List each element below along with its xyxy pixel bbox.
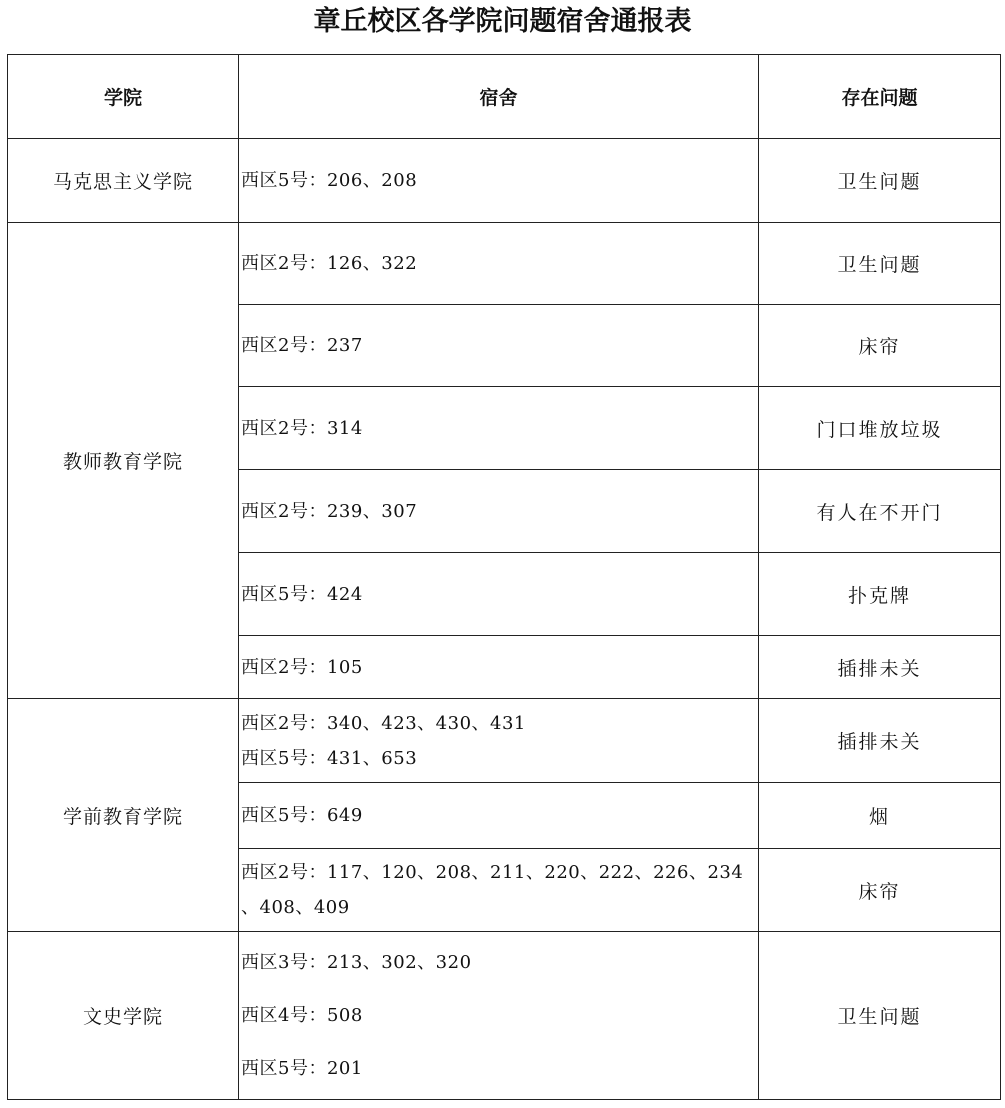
table-row	[8, 139, 1001, 223]
page-title: 章丘校区各学院问题宿舍通报表	[313, 6, 692, 37]
dorm-cell	[239, 387, 759, 470]
table-header-row	[8, 55, 1001, 139]
dorm-cell	[239, 932, 759, 1100]
dorm-cell	[239, 636, 759, 699]
table-row	[8, 699, 1001, 783]
issue-cell: 床帘	[759, 849, 1001, 932]
dorm-line: 西区5号：649	[241, 805, 363, 826]
dorm-line: 西区4号：508	[241, 1005, 363, 1026]
dorm-line: 西区2号：117、120、208、211、220、222、226、234	[241, 862, 744, 883]
dorm-cell	[239, 139, 759, 223]
issue-cell: 卫生问题	[759, 139, 1001, 223]
college-cell: 学前教育学院	[8, 699, 239, 932]
dorm-cell	[239, 553, 759, 636]
dorm-cell	[239, 783, 759, 849]
dorm-line: 西区5号：431、653	[241, 747, 418, 769]
dorm-line: 西区2号：105	[241, 656, 363, 678]
issue-cell: 门口堆放垃圾	[759, 387, 1001, 470]
dorm-cell	[239, 699, 759, 783]
college-cell: 文史学院	[8, 932, 239, 1100]
issue-cell: 扑克牌	[759, 553, 1001, 636]
dorm-cell	[239, 223, 759, 305]
dorm-line: 西区2号：314	[241, 417, 363, 439]
dorm-line: 西区5号：206、208	[241, 170, 418, 191]
issue-cell: 插排未关	[759, 699, 1001, 783]
issue-cell: 有人在不开门	[759, 470, 1001, 553]
issue-cell: 床帘	[759, 305, 1001, 387]
dorm-line: 西区2号：126、322	[241, 253, 418, 274]
dorm-cell	[239, 849, 759, 932]
dorm-line: 西区2号：239、307	[241, 500, 418, 522]
issue-cell: 烟	[759, 783, 1001, 849]
dorm-report-table	[7, 54, 1001, 1100]
table-row	[8, 223, 1001, 305]
issue-cell: 卫生问题	[759, 223, 1001, 305]
college-cell: 教师教育学院	[8, 223, 239, 699]
dorm-line: 西区2号：340、423、430、431	[241, 712, 526, 734]
header-dorm: 宿舍	[239, 55, 759, 139]
college-cell: 马克思主义学院	[8, 139, 239, 223]
header-college: 学院	[8, 55, 239, 139]
dorm-line: 西区2号：237	[241, 335, 363, 356]
issue-cell: 插排未关	[759, 636, 1001, 699]
dorm-line: 、408、409	[241, 897, 350, 918]
dorm-line: 西区5号：424	[241, 583, 363, 605]
table-row	[8, 932, 1001, 1100]
dorm-line: 西区3号：213、302、320	[241, 952, 472, 973]
dorm-cell	[239, 470, 759, 553]
dorm-cell	[239, 305, 759, 387]
header-issue: 存在问题	[759, 55, 1001, 139]
issue-cell: 卫生问题	[759, 932, 1001, 1100]
dorm-line: 西区5号：201	[241, 1058, 363, 1079]
